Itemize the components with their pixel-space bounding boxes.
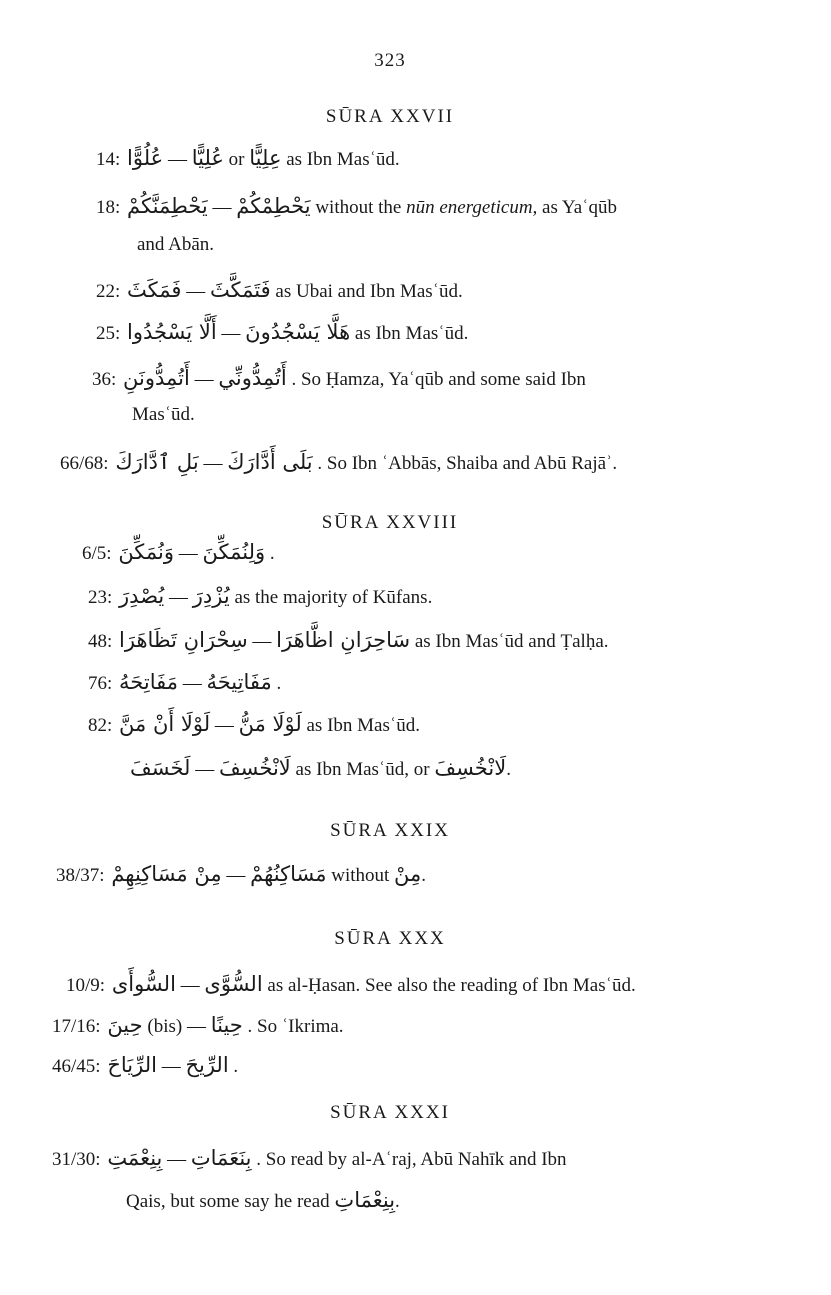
verse-number: 48: bbox=[88, 631, 113, 652]
sura-heading-29: SŪRA XXIX bbox=[330, 820, 450, 841]
note-text: . bbox=[269, 543, 275, 564]
note-text: as al-Ḥasan. See also the reading of Ibn Masʿūd. bbox=[267, 975, 636, 996]
note-text: as Yaʿqūb bbox=[542, 197, 617, 218]
page-number: 323 bbox=[374, 50, 406, 71]
verse-entry-30-17 bbox=[52, 1015, 344, 1036]
verse-entry-31-31 bbox=[52, 1148, 567, 1169]
arabic-reading: مَسَاكِنُهُمْ bbox=[250, 862, 327, 886]
verse-number: 36: bbox=[92, 369, 117, 390]
verse-entry-27-36 bbox=[92, 368, 586, 389]
arabic-reading: عِلِيًّا bbox=[249, 146, 282, 170]
dash: — bbox=[178, 543, 198, 564]
verse-number: 18: bbox=[96, 197, 121, 218]
arabic-reading: السُّوَّى bbox=[204, 972, 263, 996]
arabic-reading: مَفَاتِيحَهُ bbox=[206, 670, 272, 694]
verse-number: 17/16: bbox=[52, 1016, 101, 1037]
connector-text: as Ibn Masʿūd, or bbox=[295, 759, 430, 780]
dash: — bbox=[195, 759, 215, 780]
arabic-reading: عُلُوًّا bbox=[127, 146, 164, 170]
dash: — bbox=[186, 1016, 206, 1037]
note-text: . bbox=[276, 673, 282, 694]
arabic-reading: لَخَسَفَ bbox=[130, 756, 191, 780]
dash: — bbox=[186, 281, 206, 302]
arabic-reading: لَوْلَا أَنْ مَنَّ bbox=[119, 712, 211, 736]
arabic-reading: بِنَعَمَاتِ bbox=[190, 1146, 252, 1170]
arabic-reading: يُصْدِرَ bbox=[119, 584, 165, 608]
bis-note: (bis) bbox=[147, 1016, 183, 1037]
verse-entry-28-82 bbox=[88, 714, 420, 735]
note-text: . So Ibn ʿAbbās, Shaiba and Abū Rajāʾ. bbox=[317, 453, 618, 474]
note-text: as the majority of Kūfans. bbox=[234, 587, 433, 608]
arabic-reading: يُزْدِرَ bbox=[192, 584, 230, 608]
verse-entry-28-6 bbox=[82, 542, 275, 563]
arabic-reading: بِنِعْمَتِ bbox=[107, 1146, 163, 1170]
arabic-reading: مَفَاتِحَهُ bbox=[119, 670, 178, 694]
verse-entry-27-66 bbox=[60, 452, 617, 473]
verse-entry-29-38 bbox=[56, 864, 426, 885]
continuation-line bbox=[126, 1188, 400, 1213]
dash: — bbox=[212, 197, 232, 218]
verse-entry-27-22 bbox=[96, 280, 463, 301]
arabic-reading: مِنْ مَسَاكِنِهِمْ bbox=[111, 862, 222, 886]
arabic-reading: هَلَّا يَسْجُدُونَ bbox=[245, 320, 351, 344]
verse-number: 14: bbox=[96, 149, 121, 170]
dash: — bbox=[203, 453, 223, 474]
verse-entry-27-25 bbox=[96, 322, 468, 343]
arabic-reading: يَحْطِمَنَّكُمْ bbox=[127, 194, 208, 218]
note-text: . So Ḥamza, Yaʿqūb and some said Ibn bbox=[291, 369, 586, 390]
note-text: . So ʿIkrima. bbox=[247, 1016, 344, 1037]
note-text: Qais, but some say he read bbox=[126, 1191, 330, 1212]
dash: — bbox=[214, 715, 234, 736]
arabic-reading: سِحْرَانِ تَظَاهَرَا bbox=[119, 628, 248, 652]
arabic-reading: يَحْطِمْكُمْ bbox=[236, 194, 311, 218]
arabic-reading: فَمَكَثَ bbox=[127, 278, 182, 302]
arabic-reading: أَلَّا يَسْجُدُوا bbox=[127, 320, 217, 344]
verse-entry-28-23 bbox=[88, 586, 432, 607]
note-text: as Ibn Masʿūd. bbox=[354, 323, 469, 344]
note-text: without the bbox=[315, 197, 402, 218]
verse-number: 76: bbox=[88, 673, 113, 694]
verse-number: 82: bbox=[88, 715, 113, 736]
arabic-reading: لَانْخُسِفَ bbox=[434, 756, 507, 780]
verse-entry-28-82b bbox=[130, 758, 511, 779]
arabic-reading: أَتُمِدُّونِّي bbox=[218, 366, 287, 390]
verse-number: 22: bbox=[96, 281, 121, 302]
sura-heading-30: SŪRA XXX bbox=[334, 928, 446, 949]
dash: — bbox=[252, 631, 272, 652]
dash: — bbox=[169, 587, 189, 608]
dash: — bbox=[180, 975, 200, 996]
note-text: as Ibn Masʿūd and Ṭalḥa. bbox=[414, 631, 609, 652]
continuation-line: and Abān. bbox=[137, 234, 215, 255]
arabic-reading: بِنِعْمَاتِ bbox=[334, 1188, 396, 1212]
sura-heading-27: SŪRA XXVII bbox=[325, 106, 455, 127]
dash: — bbox=[226, 865, 246, 886]
arabic-reading: بَلِ ٱدَّارَكَ bbox=[115, 450, 199, 474]
verse-entry-28-48 bbox=[88, 630, 609, 651]
note-text: as Ibn Masʿūd. bbox=[306, 715, 420, 736]
verse-number: 66/68: bbox=[60, 453, 109, 474]
note-text: as Ubai and Ibn Masʿūd. bbox=[275, 281, 463, 302]
dash: — bbox=[194, 369, 214, 390]
note-text: . So read by al-Aʿraj, Abū Nahīk and Ibn bbox=[256, 1149, 567, 1170]
verse-entry-28-76 bbox=[88, 672, 281, 693]
dash: — bbox=[221, 323, 241, 344]
note-text: . bbox=[421, 865, 427, 886]
dash: — bbox=[167, 1149, 187, 1170]
connector-text: without bbox=[331, 865, 390, 886]
italic-term: nūn energeticum, bbox=[406, 197, 538, 218]
arabic-reading: بَلَى أَدَّارَكَ bbox=[227, 450, 313, 474]
verse-number: 10/9: bbox=[66, 975, 106, 996]
verse-number: 46/45: bbox=[52, 1056, 101, 1077]
arabic-reading: لَانْخُسِفَ bbox=[218, 756, 291, 780]
continuation-line: Masʿūd. bbox=[132, 404, 195, 425]
verse-entry-30-46 bbox=[52, 1055, 238, 1076]
connector-text: or bbox=[228, 149, 245, 170]
arabic-reading: عُلِيًّا bbox=[191, 146, 224, 170]
verse-number: 31/30: bbox=[52, 1149, 101, 1170]
verse-number: 38/37: bbox=[56, 865, 105, 886]
arabic-reading: فَتَمَكَّثَ bbox=[209, 278, 271, 302]
verse-number: 25: bbox=[96, 323, 121, 344]
verse-entry-27-14 bbox=[96, 148, 400, 169]
arabic-reading: الرِّيَاحَ bbox=[107, 1053, 157, 1077]
arabic-reading: حِينَ bbox=[107, 1013, 143, 1037]
arabic-reading: الرِّيحَ bbox=[185, 1053, 229, 1077]
verse-number: 6/5: bbox=[82, 543, 112, 564]
verse-entry-27-18 bbox=[96, 196, 617, 217]
arabic-reading: حِينًا bbox=[210, 1013, 243, 1037]
arabic-reading: أَتُمِدُّونَنِ bbox=[123, 366, 190, 390]
arabic-reading: لَوْلَا مَنُّ bbox=[238, 712, 302, 736]
note-text: . bbox=[506, 759, 511, 780]
verse-number: 23: bbox=[88, 587, 113, 608]
dash: — bbox=[167, 149, 187, 170]
note-text: as Ibn Masʿūd. bbox=[286, 149, 400, 170]
sura-heading-28: SŪRA XXVIII bbox=[321, 512, 459, 533]
arabic-reading: سَاحِرَانِ اظَّاهَرَا bbox=[276, 628, 411, 652]
note-text: . bbox=[233, 1056, 239, 1077]
note-text: . bbox=[395, 1191, 400, 1212]
arabic-reading: السُّوأَى bbox=[111, 972, 176, 996]
arabic-reading: وَنُمَكِّنَ bbox=[118, 540, 175, 564]
sura-heading-31: SŪRA XXXI bbox=[330, 1102, 450, 1123]
arabic-reading: وَلِنُمَكِّنَ bbox=[202, 540, 266, 564]
arabic-reading: مِنْ bbox=[394, 862, 422, 886]
dash: — bbox=[161, 1056, 181, 1077]
dash: — bbox=[182, 673, 202, 694]
verse-entry-30-10 bbox=[66, 974, 636, 995]
